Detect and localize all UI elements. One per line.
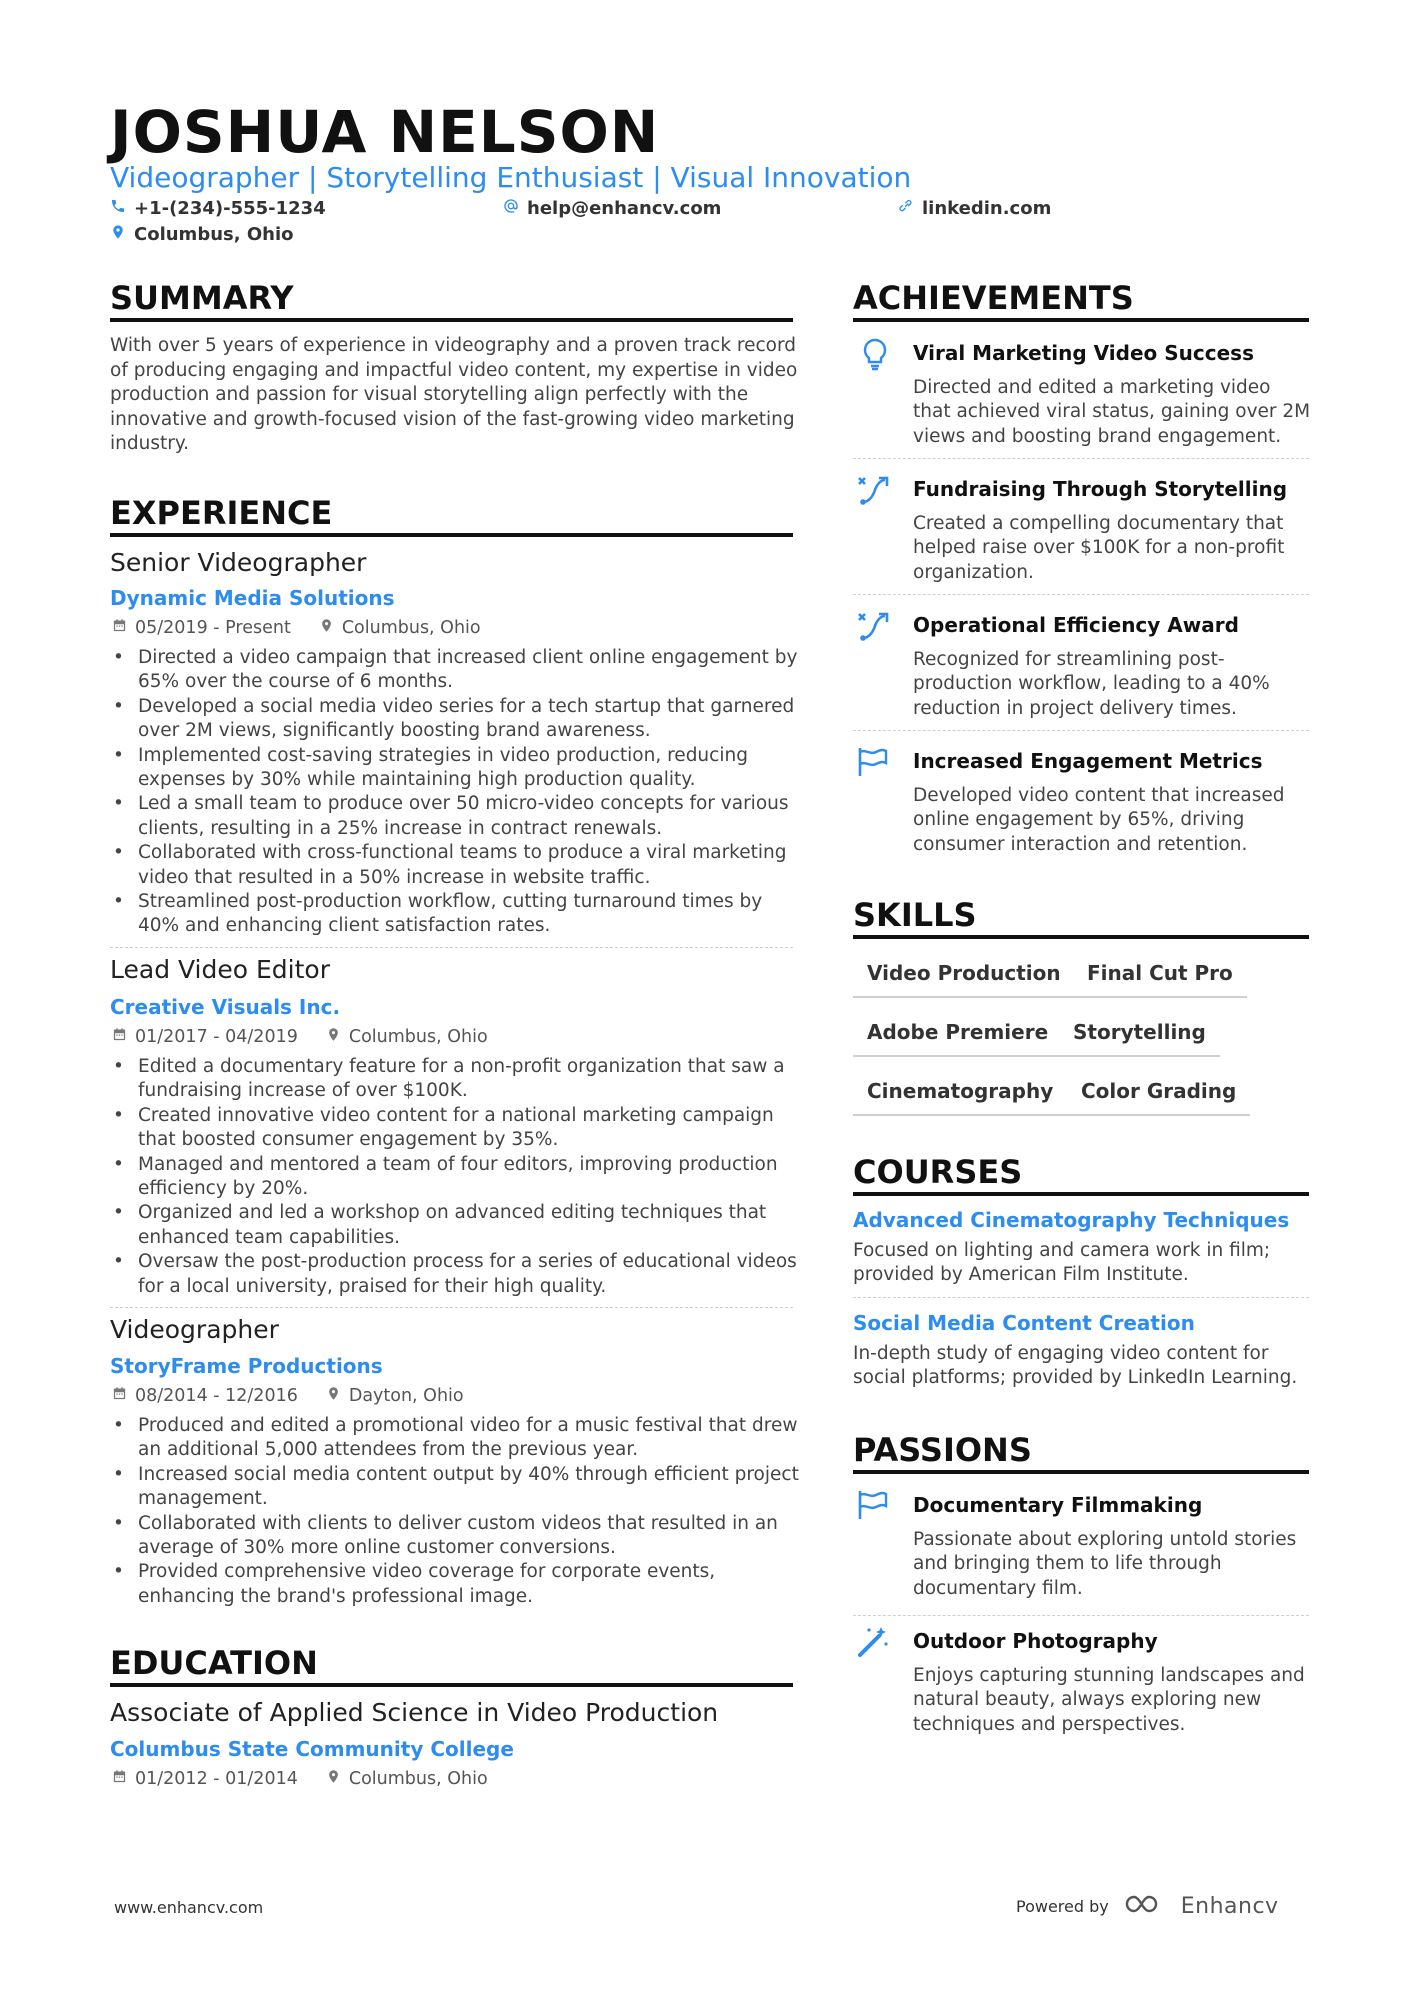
section-title-summary: SUMMARY <box>110 279 294 317</box>
skill-tag: Video Production <box>853 960 1075 998</box>
job-meta <box>112 618 509 638</box>
list-item: • Created innovative video content for a national marketing campaign that boosted consumer engagement by 35%. <box>110 1104 800 1153</box>
job-dates: 05/2019 - Present <box>135 618 291 638</box>
passion-title: Outdoor Photography <box>913 1629 1158 1653</box>
school-name: Columbus State Community College <box>110 1737 514 1761</box>
list-item: • Collaborated with clients to deliver custom videos that resulted in an average of 30% more online customer conversions. <box>110 1512 800 1561</box>
candidate-name: JOSHUA NELSON <box>110 98 660 166</box>
job-bullets <box>110 646 800 939</box>
achievement-desc: Directed and edited a marketing video that achieved viral status, gaining over 2M views and boosting brand engagement. <box>913 377 1311 447</box>
strategy-icon <box>855 608 891 644</box>
section-rule <box>110 1683 793 1687</box>
achievement-title: Fundraising Through Storytelling <box>913 477 1288 501</box>
divider <box>110 947 793 948</box>
list-item: • Edited a documentary feature for a non-profit organization that saw a fundraising increase of over $100K. <box>110 1055 800 1104</box>
lightbulb-icon <box>857 336 893 372</box>
section-title-skills: SKILLS <box>853 896 977 934</box>
degree-title: Associate of Applied Science in Video Production <box>110 1698 719 1727</box>
footer-branding <box>1016 1892 1279 1920</box>
skill-tag: Cinematography <box>853 1078 1067 1116</box>
list-item: • Collaborated with cross-functional teams to produce a viral marketing video that resulted in a 50% increase in website traffic. <box>110 841 800 890</box>
calendar-icon <box>112 1769 127 1789</box>
section-rule <box>853 935 1309 939</box>
list-item: • Streamlined post-production workflow, cutting turnaround times by 40% and enhancing client satisfaction rates. <box>110 890 800 939</box>
job-bullets <box>110 1414 800 1609</box>
section-title-achievements: ACHIEVEMENTS <box>853 279 1134 317</box>
section-title-experience: EXPERIENCE <box>110 494 333 532</box>
flag-icon <box>855 1487 891 1523</box>
divider <box>853 1297 1309 1298</box>
course-desc: In-depth study of engaging video content for social platforms; provided by LinkedIn Learning. <box>853 1343 1298 1389</box>
passion-title: Documentary Filmmaking <box>913 1493 1203 1517</box>
company-name: StoryFrame Productions <box>110 1354 383 1378</box>
magic-wand-icon <box>855 1624 891 1660</box>
divider <box>853 458 1309 459</box>
skill-tag: Final Cut Pro <box>1073 960 1247 998</box>
skill-tag: Storytelling <box>1059 1019 1220 1057</box>
footer-website[interactable]: www.enhancv.com <box>114 1898 264 1917</box>
calendar-icon <box>112 618 127 638</box>
contact-email[interactable] <box>503 198 721 219</box>
calendar-icon <box>112 1386 127 1406</box>
calendar-icon <box>112 1027 127 1047</box>
at-icon <box>503 198 519 219</box>
enhancv-logo-icon <box>1123 1892 1167 1920</box>
achievement-title: Operational Efficiency Award <box>913 613 1239 637</box>
course-desc: Focused on lighting and camera work in film; provided by American Film Institute. <box>853 1240 1271 1286</box>
job-title: Senior Videographer <box>110 548 367 577</box>
achievement-title: Increased Engagement Metrics <box>913 749 1263 773</box>
education-dates: 01/2012 - 01/2014 <box>135 1769 298 1789</box>
linkedin-text: linkedin.com <box>922 198 1052 219</box>
contact-phone <box>110 198 326 219</box>
summary-text: With over 5 years of experience in videography and a proven track record of producing engaging and impactful video content, my expertise in video production and passion for visual storytelling align perfectly with the innovative and growth-focused vision of the fast-growing video marketing industry. <box>110 335 798 454</box>
list-item: • Led a small team to produce over 50 micro-video concepts for various clients, resulting in a 25% increase in contract renewals. <box>110 792 800 841</box>
contact-location <box>110 224 294 245</box>
location-pin-icon <box>326 1027 341 1047</box>
education-location: Columbus, Ohio <box>348 1769 488 1789</box>
achievement-desc: Recognized for streamlining post-production workflow, leading to a 40% reduction in project delivery times. <box>913 649 1270 719</box>
location-pin-icon <box>326 1386 341 1406</box>
job-title: Videographer <box>110 1315 279 1344</box>
strategy-icon <box>855 472 891 508</box>
list-item: • Provided comprehensive video coverage for corporate events, enhancing the brand's professional image. <box>110 1560 800 1609</box>
contact-linkedin[interactable] <box>898 198 1051 219</box>
section-rule <box>110 318 793 322</box>
powered-by-text: Powered by <box>1016 1896 1109 1916</box>
flag-icon <box>855 744 891 780</box>
section-rule <box>853 1470 1309 1474</box>
job-meta <box>112 1027 516 1047</box>
achievement-desc: Created a compelling documentary that helped raise over $100K for a non-profit organization. <box>913 513 1285 583</box>
phone-text: +1-(234)-555-1234 <box>134 198 326 219</box>
list-item: • Oversaw the post-production process for a series of educational videos for a local university, praised for their high quality. <box>110 1250 800 1299</box>
location-text: Columbus, Ohio <box>134 224 294 245</box>
passion-desc: Passionate about exploring untold stories and bringing them to life through documentary film. <box>913 1529 1297 1599</box>
divider <box>110 1307 793 1308</box>
list-item: • Directed a video campaign that increased client online engagement by 65% over the course of 6 months. <box>110 646 800 695</box>
divider <box>853 594 1309 595</box>
list-item: • Managed and mentored a team of four editors, improving production efficiency by 20%. <box>110 1153 800 1202</box>
course-title: Advanced Cinematography Techniques <box>853 1208 1290 1232</box>
achievement-desc: Developed video content that increased online engagement by 65%, driving consumer interaction and retention. <box>913 785 1285 855</box>
job-dates: 08/2014 - 12/2016 <box>135 1386 298 1406</box>
company-name: Dynamic Media Solutions <box>110 586 395 610</box>
divider <box>853 1615 1309 1616</box>
candidate-headline: Videographer | Storytelling Enthusiast | Visual Innovation <box>110 161 912 194</box>
section-title-education: EDUCATION <box>110 1644 318 1682</box>
job-dates: 01/2017 - 04/2019 <box>135 1027 298 1047</box>
brand-name: Enhancv <box>1180 1893 1279 1919</box>
job-bullets <box>110 1055 800 1299</box>
job-meta <box>112 1386 492 1406</box>
job-location: Columbus, Ohio <box>341 618 481 638</box>
list-item: • Produced and edited a promotional video for a music festival that drew an additional 5,000 attendees from the previous year. <box>110 1414 800 1463</box>
list-item: • Organized and led a workshop on advanced editing techniques that enhanced team capabilities. <box>110 1201 800 1250</box>
section-rule <box>853 318 1309 322</box>
job-location: Columbus, Ohio <box>348 1027 488 1047</box>
company-name: Creative Visuals Inc. <box>110 995 341 1019</box>
skill-tag: Color Grading <box>1067 1078 1250 1116</box>
list-item: • Increased social media content output by 40% through efficient project management. <box>110 1463 800 1512</box>
job-location: Dayton, Ohio <box>348 1386 464 1406</box>
job-title: Lead Video Editor <box>110 955 330 984</box>
section-rule <box>853 1192 1309 1196</box>
passion-desc: Enjoys capturing stunning landscapes and natural beauty, always exploring new techniques and perspectives. <box>913 1665 1305 1735</box>
location-pin-icon <box>110 224 126 245</box>
phone-icon <box>110 198 126 219</box>
location-pin-icon <box>319 618 334 638</box>
email-text: help@enhancv.com <box>527 198 722 219</box>
achievement-title: Viral Marketing Video Success <box>913 341 1254 365</box>
location-pin-icon <box>326 1769 341 1789</box>
section-title-courses: COURSES <box>853 1153 1023 1191</box>
education-meta <box>112 1769 516 1789</box>
list-item: • Implemented cost-saving strategies in video production, reducing expenses by 30% while maintaining high production quality. <box>110 744 800 793</box>
section-title-passions: PASSIONS <box>853 1431 1032 1469</box>
section-rule <box>110 533 793 537</box>
course-title: Social Media Content Creation <box>853 1311 1195 1335</box>
list-item: • Developed a social media video series for a tech startup that garnered over 2M views, significantly boosting brand awareness. <box>110 695 800 744</box>
link-icon <box>898 198 914 219</box>
skill-tag: Adobe Premiere <box>853 1019 1062 1057</box>
divider <box>853 730 1309 731</box>
